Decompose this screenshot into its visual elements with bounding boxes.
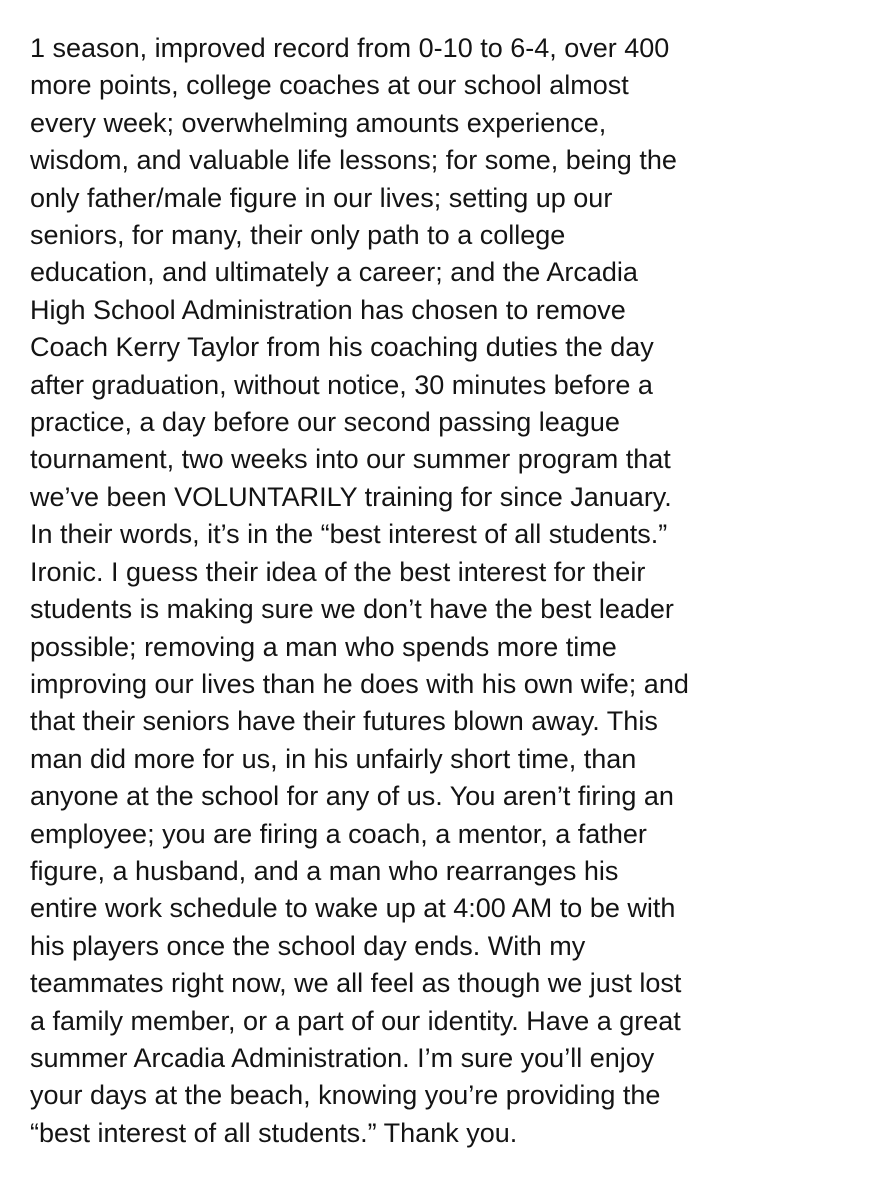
note-line: seniors, for many, their only path to a college bbox=[30, 220, 566, 251]
note-line: after graduation, without notice, 30 minutes before a bbox=[30, 369, 653, 400]
note-line: more points, college coaches at our school almost bbox=[30, 70, 629, 101]
note-line: High School Administration has chosen to remove bbox=[30, 294, 626, 325]
note-text-body bbox=[30, 30, 860, 1152]
note-line: that their seniors have their futures blown away. This bbox=[30, 706, 658, 737]
note-line: practice, a day before our second passing league bbox=[30, 407, 620, 438]
note-line: improving our lives than he does with his own wife; and bbox=[30, 668, 689, 699]
note-line: employee; you are firing a coach, a mentor, a father bbox=[30, 818, 647, 849]
note-line: summer Arcadia Administration. I’m sure you’ll enjoy bbox=[30, 1042, 655, 1073]
note-line: wisdom, and valuable life lessons; for some, being the bbox=[30, 145, 677, 176]
note-line: every week; overwhelming amounts experience, bbox=[30, 107, 607, 138]
note-line: a family member, or a part of our identity. Have a great bbox=[30, 1005, 681, 1036]
note-line: 1 season, improved record from 0-10 to 6-4, over 400 bbox=[30, 33, 670, 63]
note-line: entire work schedule to wake up at 4:00 AM to be with bbox=[30, 893, 676, 924]
note-line: anyone at the school for any of us. You aren’t firing an bbox=[30, 781, 674, 812]
note-line: “best interest of all students.” Thank you. bbox=[30, 1117, 518, 1148]
note-line: your days at the beach, knowing you’re providing the bbox=[30, 1080, 661, 1111]
note-line: education, and ultimately a career; and the Arcadia bbox=[30, 257, 638, 288]
note-line: students is making sure we don’t have the best leader bbox=[30, 594, 674, 625]
note-line: teammates right now, we all feel as though we just lost bbox=[30, 968, 682, 999]
note-line: figure, a husband, and a man who rearranges his bbox=[30, 855, 619, 886]
note-line: tournament, two weeks into our summer program that bbox=[30, 444, 671, 475]
note-line: Coach Kerry Taylor from his coaching duties the day bbox=[30, 332, 654, 363]
note-line: his players once the school day ends. With my bbox=[30, 930, 586, 961]
note-line: man did more for us, in his unfairly short time, than bbox=[30, 743, 637, 774]
note-line: Ironic. I guess their idea of the best interest for their bbox=[30, 556, 646, 587]
note-line: only father/male figure in our lives; setting up our bbox=[30, 182, 613, 213]
note-line: In their words, it’s in the “best interest of all students.” bbox=[30, 519, 668, 550]
note-line: we’ve been VOLUNTARILY training for since January. bbox=[30, 481, 672, 512]
note-line: possible; removing a man who spends more time bbox=[30, 631, 617, 662]
